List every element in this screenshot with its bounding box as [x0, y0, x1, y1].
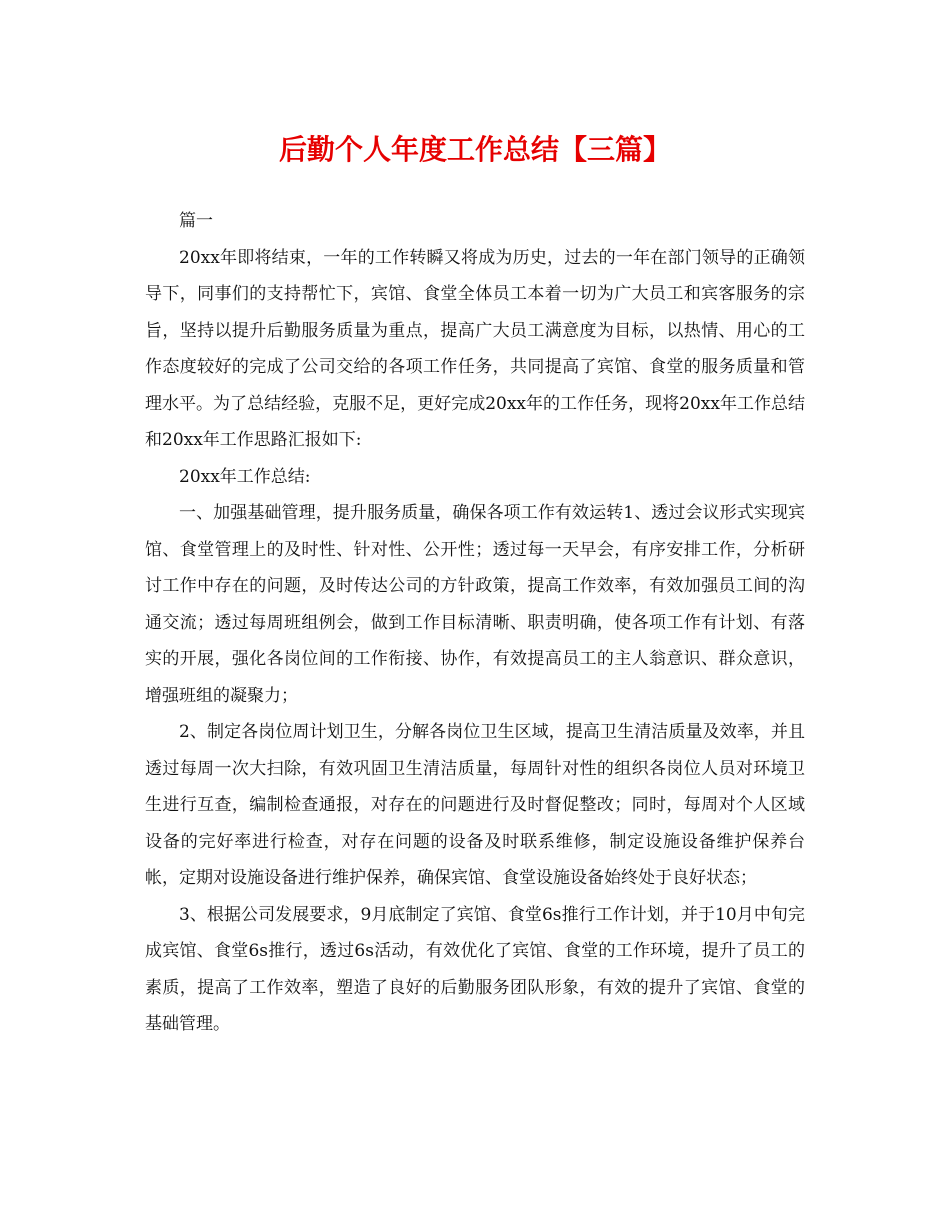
paragraph-item-2: 2、制定各岗位周计划卫生，分解各岗位卫生区域，提高卫生清洁质量及效率，并且透过每周一次大扫除，有效巩固卫生清洁质量，每周针对性的组织各岗位人员对环境卫生进行互查，编制检查通报，对存在的问题进行及时督促整改；同时，每周对个人区域设备的完好率进行检查，对存在问题的设备及时联系维修，制定设施设备维护保养台帐，定期对设施设备进行维护保养，确保宾馆、食堂设施设备始终处于良好状态； [145, 722, 805, 888]
document-body [145, 203, 805, 1043]
paragraph-item-1: 一、加强基础管理，提升服务质量，确保各项工作有效运转1、透过会议形式实现宾馆、食堂管理上的及时性、针对性、公开性；透过每一天早会，有序安排工作，分析研讨工作中存在的问题，及时传达公司的方针政策，提高工作效率，有效加强员工间的沟通交流；透过每周班组例会，做到工作目标清晰、职责明确，使各项工作有计划、有落实的开展，强化各岗位间的工作衔接、协作，有效提高员工的主人翁意识、群众意识，增强班组的凝聚力； [145, 503, 805, 706]
subheading-summary: 20xx年工作总结: [179, 466, 311, 487]
paragraph-item-3: 3、根据公司发展要求，9月底制定了宾馆、食堂6s推行工作计划，并于10月中旬完成宾馆、食堂6s推行，透过6s活动，有效优化了宾馆、食堂的工作环境，提升了员工的素质，提高了工作效率，塑造了良好的后勤服务团队形象，有效的提升了宾馆、食堂的基础管理。 [145, 904, 805, 1034]
section-heading: 篇一 [179, 211, 213, 231]
paragraph-intro: 20xx年即将结束，一年的工作转瞬又将成为历史，过去的一年在部门领导的正确领导下，同事们的支持帮忙下，宾馆、食堂全体员工本着一切为广大员工和宾客服务的宗旨，坚持以提升后勤服务质量为重点，提高广大员工满意度为目标，以热情、用心的工作态度较好的完成了公司交给的各项工作任务，共同提高了宾馆、食堂的服务质量和管理水平。为了总结经验，克服不足，更好完成20xx年的工作任务，现将20xx年工作总结和20xx年工作思路汇报如下: [145, 247, 805, 450]
document-title: 后勤个人年度工作总结【三篇】 [278, 133, 671, 166]
